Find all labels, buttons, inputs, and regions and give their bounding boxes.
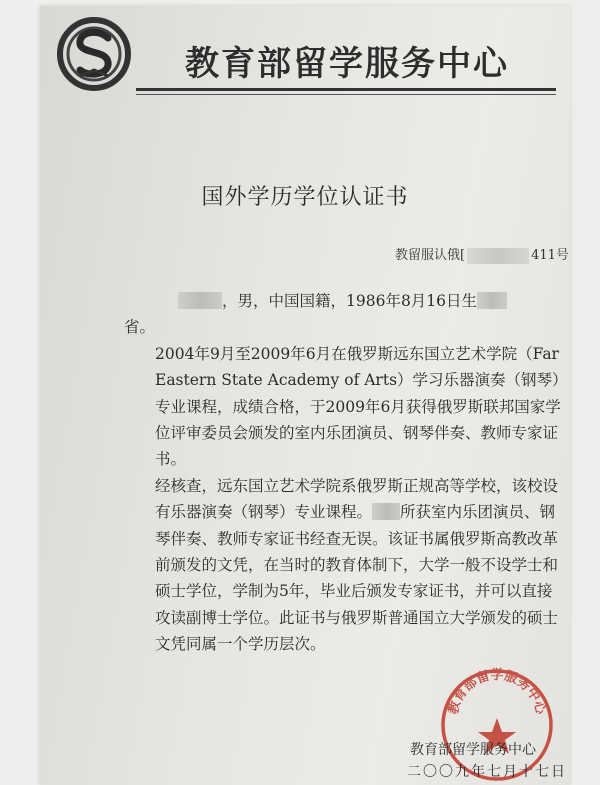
header-rule-thin (136, 94, 556, 95)
reference-suffix: 411号 (531, 248, 569, 263)
document-paper (40, 6, 570, 785)
reference-number (395, 244, 569, 264)
reference-prefix: 教留服认俄[ (395, 248, 466, 263)
header-rule (136, 88, 556, 91)
paragraph-study: 2004年9月至2009年6月在俄罗斯远东国立艺术学院（Far Eastern State Academy of Arts）学习乐器演奏（钢琴）专业课程，成绩合格，于2009年6月获得俄罗斯联邦国家学位评审委员会颁发的室内乐团演员、钢琴伴奏、教师专家证书。 (155, 344, 561, 469)
verification-text-b: 所获室内乐团演员、钢琴伴奏、教师专家证书经查无误。该证书属俄罗斯高教改革前颁发的文凭，在当时的教育体制下，大学一般不设学士和硕士学位，学制为5年，毕业后颁发专家证书，并可以直接攻读副博士学位。此证书与俄罗斯普通国立大学颁发的硕士文凭同属一个学历层次。 (155, 503, 559, 654)
signature-date: 二〇〇九年七月十七日 (407, 764, 567, 780)
verification-text-a: 经核查，远东国立艺术学院系俄罗斯正规高等学校，该校设有乐器演奏（钢琴）专业课程。 (155, 476, 559, 522)
paragraph-identity (124, 288, 564, 314)
redacted-name (178, 292, 222, 309)
paragraph-verification (124, 473, 564, 658)
org-title: 教育部留学服务中心 (185, 44, 509, 84)
org-logo-icon (50, 14, 142, 94)
redacted-reference (467, 248, 529, 264)
identity-text: ，男，中国国籍，1986年8月16日生 (222, 292, 478, 310)
redacted-name-2 (372, 503, 400, 520)
redacted-birthplace (477, 292, 507, 309)
svg-text:教育部留学服务中心 (445, 667, 549, 717)
signature-org: 教育部留学服务中心 (410, 742, 536, 758)
document-body (124, 288, 564, 658)
seal-text: 教育部留学服务中心 (446, 668, 548, 716)
document-title: 国外学历学位认证书 (201, 185, 409, 210)
paragraph-identity-cont: 省。 (124, 318, 156, 337)
